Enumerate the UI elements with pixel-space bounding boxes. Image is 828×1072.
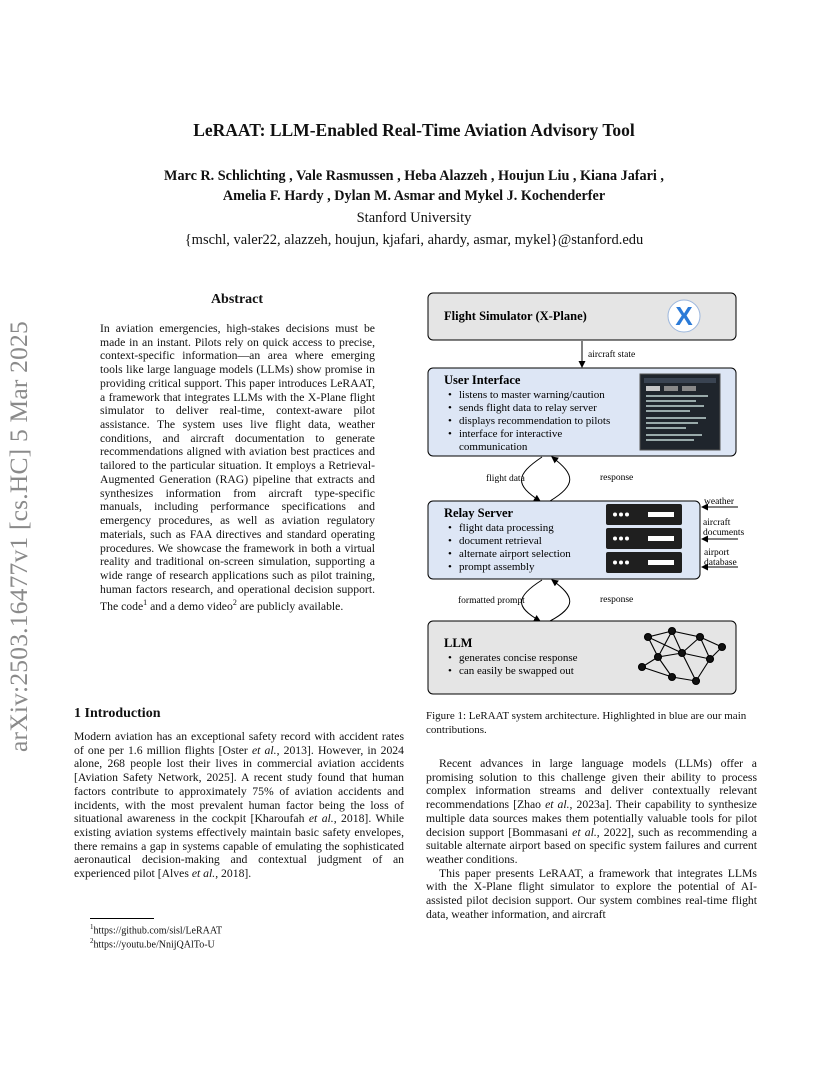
svg-text:database: database [704, 558, 737, 568]
svg-text:prompt assembly: prompt assembly [459, 561, 535, 573]
svg-text:X: X [675, 301, 693, 331]
author-list [60, 166, 768, 206]
label-response-1: response [600, 473, 634, 483]
svg-text:displays recommendation to pil: displays recommendation to pilots [459, 415, 611, 427]
label-aircraft-state: aircraft state [588, 350, 636, 360]
svg-text:•: • [448, 402, 452, 414]
svg-text:•: • [448, 665, 452, 677]
label-flight-data: flight data [486, 474, 525, 484]
section-heading-introduction: 1 Introduction [74, 706, 161, 721]
label-formatted-prompt: formatted prompt [458, 596, 525, 606]
footnote-1[interactable]: $^1$https://github.com/sisl/LeRAAT [90, 923, 223, 937]
svg-text:communication: communication [459, 441, 528, 453]
user-interface-box [428, 368, 736, 456]
svg-text:alternate airport selection: alternate airport selection [459, 548, 571, 560]
footnote-mark-1[interactable]: 1 [143, 598, 148, 608]
svg-text:flight data processing: flight data processing [459, 522, 554, 534]
flight-simulator-box [428, 293, 736, 340]
server-rack-icon [606, 504, 682, 573]
llm-box [428, 621, 736, 694]
footnote-mark-2[interactable]: 2 [232, 598, 237, 608]
paper-title: LeRAAT: LLM-Enabled Real-Time Aviation Advisory Tool [193, 120, 635, 140]
right-column-text [426, 757, 757, 922]
right-paragraph-1: Recent advances in large language models (LLMs) offer a promising solution to this challenge given their ability to process complex information streams and deliver contextually relevant recommendations [Zhao et al., 2023a]. Their capability to synthesize multiple data sources makes them potentially valuable tools for pilot decision support [Bommasani et al., 2022], such as recommending a suitable alternate airport based on specific system failures and current weather conditions. [426, 757, 757, 867]
authors-line-1: Marc R. Schlichting , Vale Rasmussen , Heba Alazzeh , Houjun Liu , Kiana Jafari , [164, 168, 664, 184]
system-architecture-diagram [410, 285, 762, 705]
svg-text:documents: documents [703, 528, 745, 538]
abstract-heading: Abstract [210, 292, 264, 307]
svg-text:listens to master warning/caut: listens to master warning/caution [459, 389, 605, 401]
svg-text:•: • [448, 522, 452, 534]
footnote-2[interactable]: $^2$https://youtu.be/NnijQAlTo-U [90, 937, 215, 951]
relay-title: Relay Server [444, 506, 514, 520]
svg-text:•: • [448, 389, 452, 401]
svg-text:•: • [448, 652, 452, 664]
introduction-paragraph: Modern aviation has an exceptional safety record with accident rates of one per 1.6 million flights [Oster et al., 2013]. However, in 2024 alone, 268 people lost their lives in commercial aviation accidents [Aviation Safety Network, 2025]. A recent study found that human factors contribute to approximately 75% of aviation accidents and incidents, with the most prevalent human factor being the loss of situational awareness in the cockpit [Kharoufah et al., 2018]. While existing aviation systems effectively maintain basic safety envelopes, there remains a gap in systems capable of emulating the sophisticated aeronautical decision-making and contextual judgment of an experienced pilot [Alves et al., 2018]. [74, 730, 405, 881]
relay-server-box [428, 501, 700, 579]
authors-line-2: Amelia F. Hardy , Dylan M. Asmar and Mykel J. Kochenderfer [222, 188, 606, 204]
arrow-response-1 [550, 457, 570, 501]
svg-text:•: • [448, 548, 452, 560]
svg-text:interface for interactive: interface for interactive [459, 428, 563, 440]
svg-text:•: • [448, 561, 452, 573]
label-response-2: response [600, 595, 634, 605]
sim-title: Flight Simulator (X-Plane) [444, 309, 587, 323]
llm-title: LLM [444, 636, 473, 650]
author-emails: {mschl, valer22, alazzeh, houjun, kjafari, ahardy, asmar, mykel}@stanford.edu [184, 232, 644, 248]
ui-screenshot-icon [640, 374, 720, 450]
abstract-body: In aviation emergencies, high-stakes decisions must be made in an instant. Pilots rely on quick access to precise, context-specific information—an area where emerging tools like large language models (LLMs) show promise in providing critical support. This paper introduces LeRAAT, a framework that integrates LLMs with the X-Plane flight simulator to deliver real-time, context-aware pilot assistance. The system uses live flight data, weather conditions, and aircraft documentation to generate recommendations aligned with aviation best practices and tailored to the particular situation. It employs a Retrieval-Augmented Generation (RAG) pipeline that extracts and synthesizes information from aircraft type-specific manuals, including performance specifications and emergency procedures, as well as aviation regulatory materials, such as FAA directives and standard operating procedures. We showcase the framework in both a virtual reality and traditional on-screen simulation, supporting a wide range of research applications such as pilot training, human factors research, and operational decision support. The code$^1$ and a demo video$^2$ are publicly available. [100, 322, 375, 614]
figure-caption: Figure 1: LeRAAT system architecture. Highlighted in blue are our main contributions. [426, 710, 747, 736]
right-paragraph-2: This paper presents LeRAAT, a framework that integrates LLMs with the X-Plane flight simulator to explore the potential of AI-assisted pilot decision support. Our system combines real-time flight data, weather information, and aircraft [426, 866, 757, 921]
svg-text:can easily be swapped out: can easily be swapped out [459, 665, 574, 677]
label-weather: weather [704, 497, 735, 507]
footnote-rule [90, 918, 154, 919]
arrow-response-2 [550, 580, 570, 621]
x-plane-logo-icon [668, 300, 700, 332]
svg-text:•: • [448, 428, 452, 440]
ui-title: User Interface [444, 373, 521, 387]
svg-text:•: • [448, 535, 452, 547]
svg-text:generates concise response: generates concise response [459, 652, 578, 664]
arxiv-stamp: arXiv:2503.16477v1 [cs.HC] 5 Mar 2025 [4, 321, 33, 752]
affiliation: Stanford University [356, 210, 472, 226]
svg-text:•: • [448, 415, 452, 427]
svg-text:airport: airport [704, 548, 730, 558]
svg-text:aircraft: aircraft [703, 518, 731, 528]
svg-text:document retrieval: document retrieval [459, 535, 542, 547]
svg-text:sends flight data to relay ser: sends flight data to relay server [459, 402, 597, 414]
